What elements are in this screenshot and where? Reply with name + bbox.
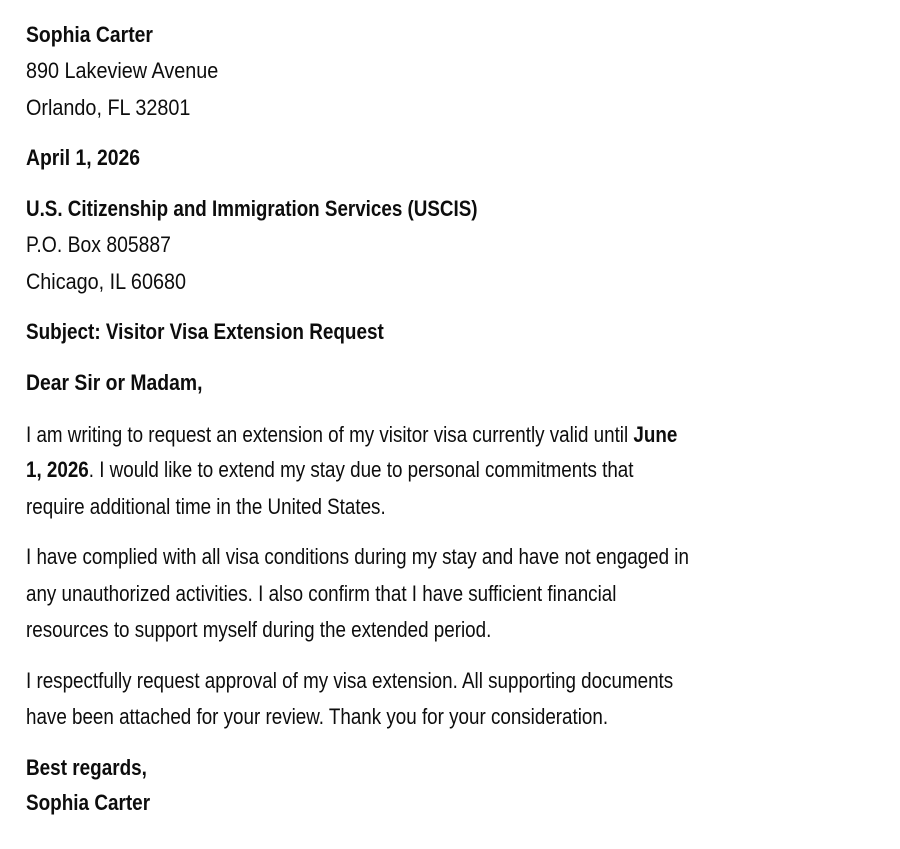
paragraph-3-line-2: have been attached for your review. Thank you for your consideration. (26, 704, 609, 729)
salutation: Dear Sir or Madam, (26, 370, 203, 395)
signature-name: Sophia Carter (26, 790, 151, 815)
valid-until-date-part-2: 1, 2026 (26, 457, 89, 482)
paragraph-1-line-2-text: . I would like to extend my stay due to personal commitments that (88, 457, 634, 482)
paragraph-2-line-3: resources to support myself during the extended period. (26, 617, 492, 642)
sender-street: 890 Lakeview Avenue (26, 58, 219, 83)
valid-until-date-part-1: June (633, 422, 678, 447)
recipient-city: Chicago, IL 60680 (26, 269, 186, 294)
paragraph-2-line-2: any unauthorized activities. I also confirm that I have sufficient financial (26, 581, 617, 606)
recipient-po-box: P.O. Box 805887 (26, 232, 171, 257)
sender-name: Sophia Carter (26, 22, 153, 47)
paragraph-1-line-1-text: I am writing to request an extension of my visitor visa currently valid until (26, 422, 634, 447)
paragraph-2-line-1: I have complied with all visa conditions during my stay and have not engaged in (26, 544, 689, 569)
paragraph-3-line-1: I respectfully request approval of my visa extension. All supporting documents (26, 668, 674, 693)
closing: Best regards, (26, 755, 147, 780)
letter-date: April 1, 2026 (26, 145, 141, 170)
recipient-organization: U.S. Citizenship and Immigration Services (USCIS) (26, 196, 478, 221)
paragraph-1-line-1 (26, 422, 677, 448)
paragraph-1-line-3: require additional time in the United States. (26, 494, 386, 519)
paragraph-1-line-2 (26, 457, 633, 483)
sender-city: Orlando, FL 32801 (26, 95, 191, 120)
subject-line: Subject: Visitor Visa Extension Request (26, 319, 384, 344)
